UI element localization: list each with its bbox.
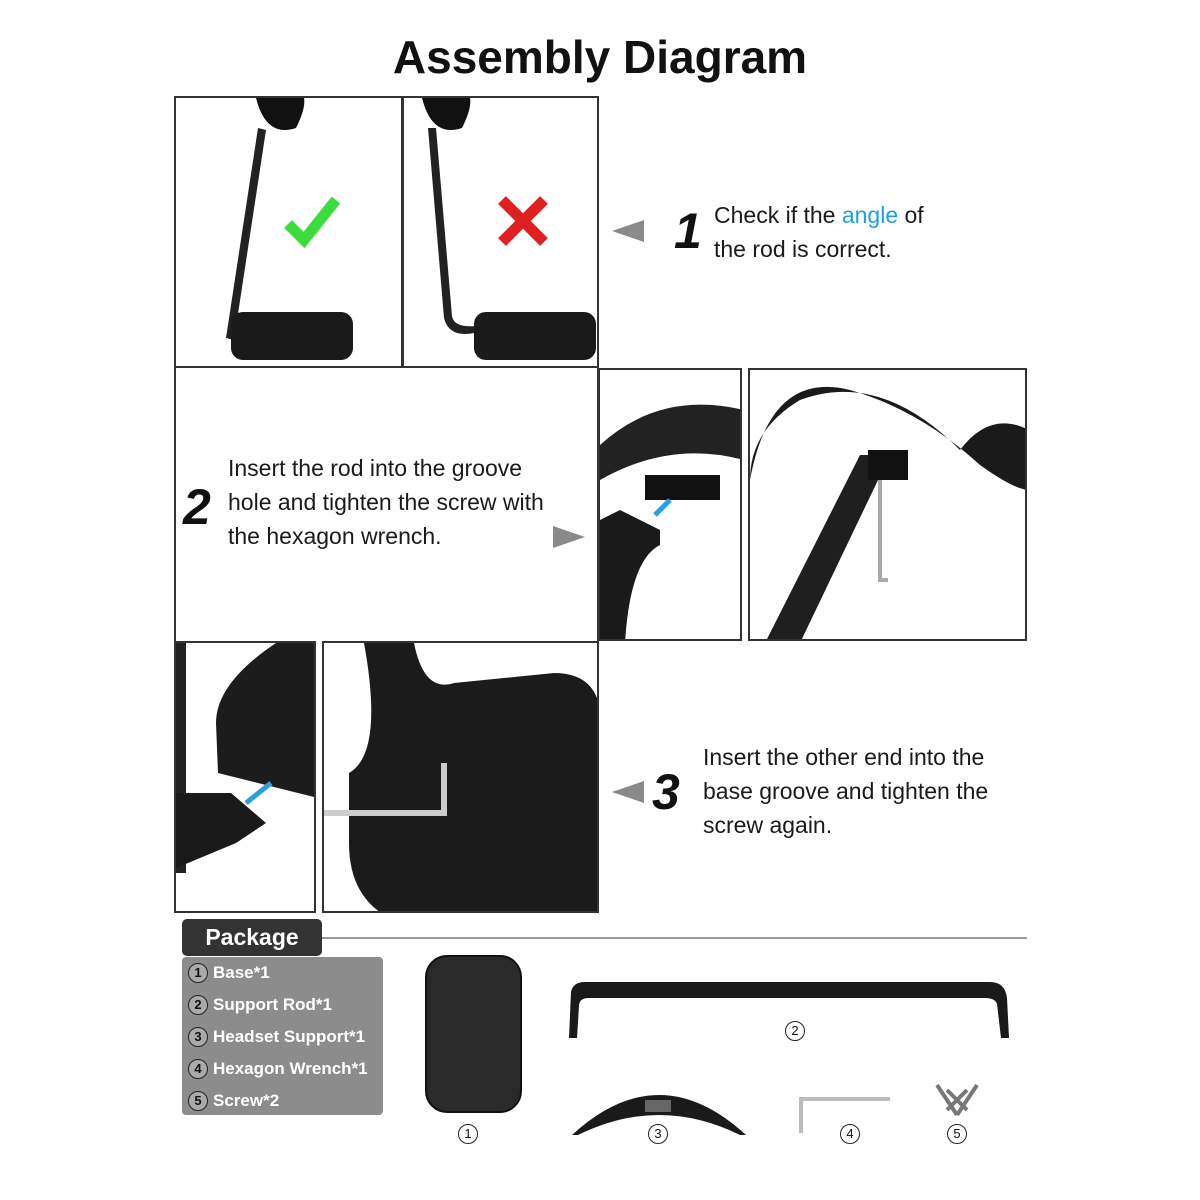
part-number-label <box>947 1123 972 1144</box>
item-label: Support Rod*1 <box>213 995 332 1014</box>
check-icon <box>284 194 340 248</box>
package-item <box>182 957 383 989</box>
step2-line: the hexagon wrench. <box>228 523 442 549</box>
item-label: Headset Support*1 <box>213 1027 366 1046</box>
step3-instruction <box>703 740 988 842</box>
page-title: Assembly Diagram <box>392 31 808 83</box>
item-label: Hexagon Wrench*1 <box>213 1059 368 1078</box>
number-badge: 5 <box>188 1091 208 1111</box>
number-badge: 1 <box>188 963 208 983</box>
package-item <box>182 1021 383 1053</box>
package-item <box>182 989 383 1021</box>
number-badge: 3 <box>188 1027 208 1047</box>
number-badge: 2 <box>785 1021 805 1041</box>
cross-icon <box>496 194 550 248</box>
pointer-arrow-icon <box>612 220 644 242</box>
number-badge: 1 <box>458 1124 478 1144</box>
step1-instruction <box>714 198 924 266</box>
screw-tighten-illustration <box>750 370 1027 641</box>
step1-line2: the rod is correct. <box>714 236 892 262</box>
pointer-arrow-icon <box>612 781 644 803</box>
step1-highlight: angle <box>841 202 899 228</box>
step1-text-end: of <box>898 202 924 228</box>
part-number-label <box>840 1123 865 1144</box>
package-item <box>182 1053 383 1085</box>
step-number: 1 <box>674 203 702 259</box>
step3-line: screw again. <box>703 812 833 838</box>
step3-line: base groove and tighten the <box>703 778 989 804</box>
number-badge: 3 <box>648 1124 668 1144</box>
number-badge: 5 <box>947 1124 967 1144</box>
step2-line: Insert the rod into the groove <box>228 455 523 481</box>
step-number: 2 <box>183 479 211 535</box>
step2-instruction <box>228 451 544 553</box>
base-part-image <box>425 955 522 1113</box>
divider <box>174 366 176 641</box>
number-badge: 4 <box>188 1059 208 1079</box>
part-number-label <box>648 1123 673 1144</box>
rod-insert-panel <box>598 368 742 641</box>
pointer-arrow-icon <box>553 526 585 548</box>
rod-screw-panel <box>748 368 1027 641</box>
base-groove-panel <box>174 641 316 913</box>
step2-line: hole and tighten the screw with <box>228 489 544 515</box>
package-item <box>182 1085 383 1117</box>
divider <box>322 937 1027 939</box>
number-badge: 2 <box>188 995 208 1015</box>
step-number: 3 <box>652 764 680 820</box>
correct-angle-panel <box>174 96 403 368</box>
base-tighten-illustration <box>324 643 599 913</box>
package-label: Package <box>182 919 322 956</box>
item-label: Screw*2 <box>213 1091 280 1110</box>
number-badge: 4 <box>840 1124 860 1144</box>
screws-image <box>932 1080 982 1120</box>
package-list <box>182 957 383 1115</box>
rod-groove-illustration <box>600 370 742 641</box>
item-label: Base*1 <box>213 963 270 982</box>
base-groove-illustration <box>176 643 316 913</box>
base-screw-panel <box>322 641 599 913</box>
part-number-label <box>458 1123 483 1144</box>
step3-line: Insert the other end into the <box>703 744 985 770</box>
part-number-label <box>785 1020 810 1041</box>
step1-text: Check if the <box>714 202 842 228</box>
wrong-angle-panel <box>402 96 599 368</box>
